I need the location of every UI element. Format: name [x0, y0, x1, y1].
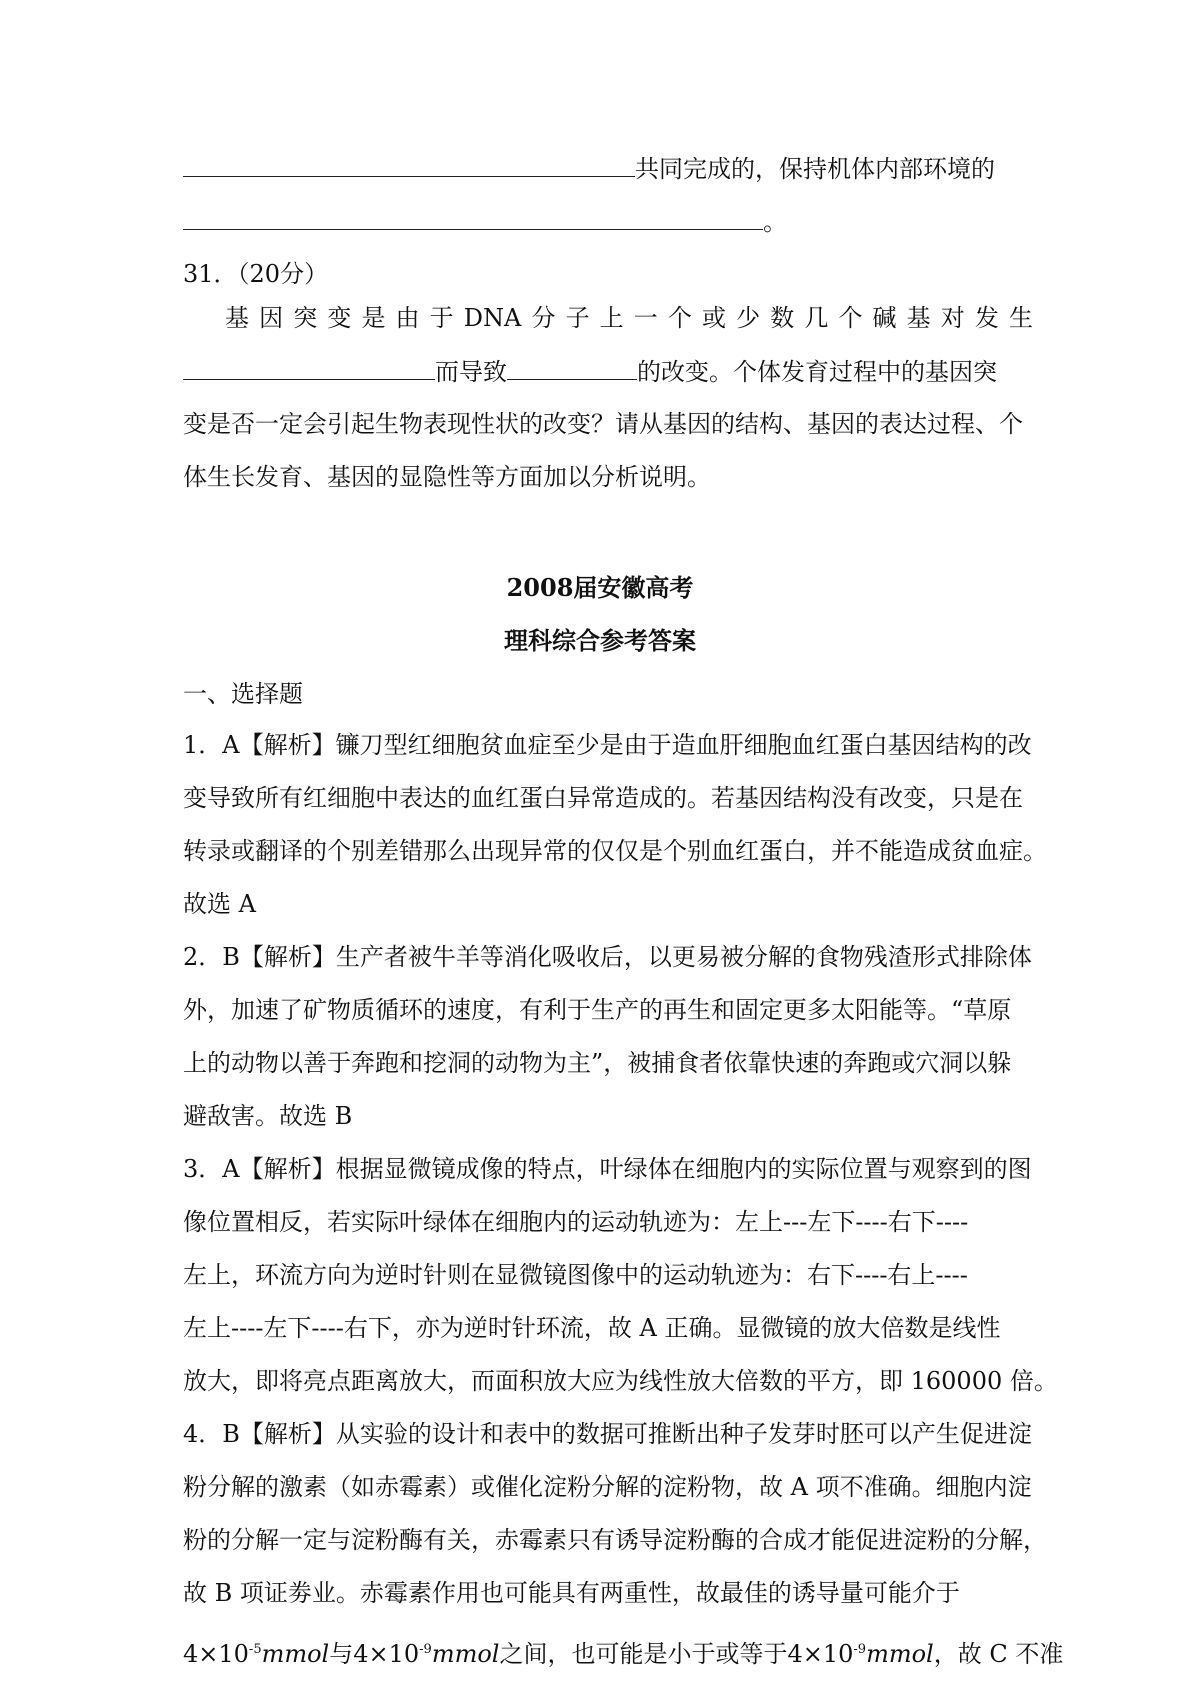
question-31-line-1 [225, 300, 1033, 336]
spaced-char: 上 [599, 304, 624, 332]
answer-4-line: 粉的分解一定与淀粉酶有关，赤霉素只有诱导淀粉酶的合成才能促进淀粉的分解， [183, 1526, 1047, 1554]
question-31-line-2: 而导致 的改变。个体发育过程中的基因突 [183, 353, 1033, 390]
spaced-char: 分 [531, 304, 556, 332]
math-expression-2: $4\times 10^{-9}mmol$ [353, 1640, 500, 1668]
answer-1-line: 变导致所有红细胞中表达的血红蛋白异常造成的。若基因结构没有改变，只是在 [183, 784, 1023, 812]
text-line: 共同完成的，保持机体内部环境的 [635, 155, 995, 183]
spaced-char: 一 [633, 304, 658, 332]
answer-1-line: 转录或翻译的个别差错那么出现异常的仅仅是个别血红蛋白，并不能造成贫血症。 [183, 837, 1047, 865]
blank-2 [183, 203, 763, 230]
spaced-char: DNA [463, 304, 522, 332]
spaced-char: 对 [940, 304, 965, 332]
answer-4-line: 故 B 项证劵业。赤霉素作用也可能具有两重性，故最佳的诱导量可能介于 [183, 1579, 960, 1607]
answer-2-line: 上的动物以善于奔跑和挖洞的动物为主”，被捕食者依靠快速的奔跑或穴洞以躲 [183, 1049, 1012, 1077]
section-heading: 一、选择题 [183, 680, 303, 708]
spaced-char: 数 [770, 304, 795, 332]
question-31-number: 31．（20分） [183, 260, 329, 288]
fill-line-1 [183, 150, 1033, 187]
spaced-char: 或 [702, 304, 726, 332]
answer-3-line: 3．A【解析】根据显微镜成像的特点，叶绿体在细胞内的实际位置与观察到的图 [183, 1155, 1032, 1183]
spaced-char: 子 [565, 304, 590, 332]
blank-4 [507, 353, 637, 380]
answer-2-line: 外，加速了矿物质循环的速度，有利于生产的再生和固定更多太阳能等。“草原 [183, 996, 1012, 1024]
math-expression-1: $4\times 10^{-5}mmol$ [183, 1640, 330, 1668]
answer-3-line: 左上，环流方向为逆时针则在显微镜图像中的运动轨迹为：右下----右上---- [183, 1261, 968, 1289]
answer-4-line: 粉分解的激素（如赤霉素）或催化淀粉分解的淀粉物，故 A 项不准确。细胞内淀 [183, 1473, 1032, 1501]
spaced-char: 由 [395, 304, 420, 332]
question-31-line-4: 体生长发育、基因的显隐性等方面加以分析说明。 [183, 463, 711, 491]
answer-title: 2008届安徽高考 [506, 573, 694, 602]
answer-3-line: 像位置相反，若实际叶绿体在细胞内的运动轨迹为：左上---左下----右下---- [183, 1208, 969, 1236]
spaced-char: 少 [736, 304, 761, 332]
spaced-char: 是 [361, 304, 386, 332]
spaced-char: 因 [259, 304, 284, 332]
spaced-char: 突 [293, 304, 318, 332]
answer-1-line: 1．A【解析】镰刀型红细胞贫血症至少是由于造血肝细胞血红蛋白基因结构的改 [183, 731, 1032, 759]
math-expression-3: $4\times 10^{-9}mmol$ [787, 1640, 934, 1668]
blank-1 [183, 150, 635, 177]
answer-3-line: 放大，即将亮点距离放大，而面积放大应为线性放大倍数的平方，即 160000 倍。 [183, 1367, 1058, 1395]
spaced-char: 基 [225, 304, 249, 332]
answer-4-line: 4．B【解析】从实验的设计和表中的数据可推断出种子发芽时胚可以产生促进淀 [183, 1420, 1032, 1448]
blank-3 [183, 353, 435, 380]
spaced-char: 几 [804, 304, 829, 332]
answer-2-line: 2．B【解析】生产者被牛羊等消化吸收后，以更易被分解的食物残渣形式排除体 [183, 943, 1032, 971]
answer-4-math-line: $4\times 10^{-5}mmol$与$4\times 10^{-9}mmol$之间，也可能是小于或等于$4\times 10^{-9}mmol$，故 C 不准 [183, 1640, 1064, 1668]
answer-3-line: 左上----左下----右下，亦为逆时针环流，故 A 正确。显微镜的放大倍数是线性 [183, 1314, 1001, 1342]
spaced-char: 发 [974, 304, 999, 332]
spaced-char: 个 [838, 304, 863, 332]
spaced-char: 个 [667, 304, 692, 332]
spaced-char: 基 [906, 304, 931, 332]
answer-1-line: 故选 A [183, 890, 256, 918]
spaced-char: 于 [429, 304, 454, 332]
spaced-char: 生 [1008, 304, 1033, 332]
answer-subtitle: 理科综合参考答案 [504, 626, 696, 655]
spaced-char: 变 [327, 304, 352, 332]
question-31-line-3: 变是否一定会引起生物表现性状的改变？请从基因的结构、基因的表达过程、个 [183, 410, 1023, 438]
text-line: 。 [763, 208, 787, 236]
spaced-char: 碱 [872, 304, 897, 332]
fill-line-2 [183, 203, 1033, 240]
answer-2-line: 避敌害。故选 B [183, 1102, 353, 1130]
